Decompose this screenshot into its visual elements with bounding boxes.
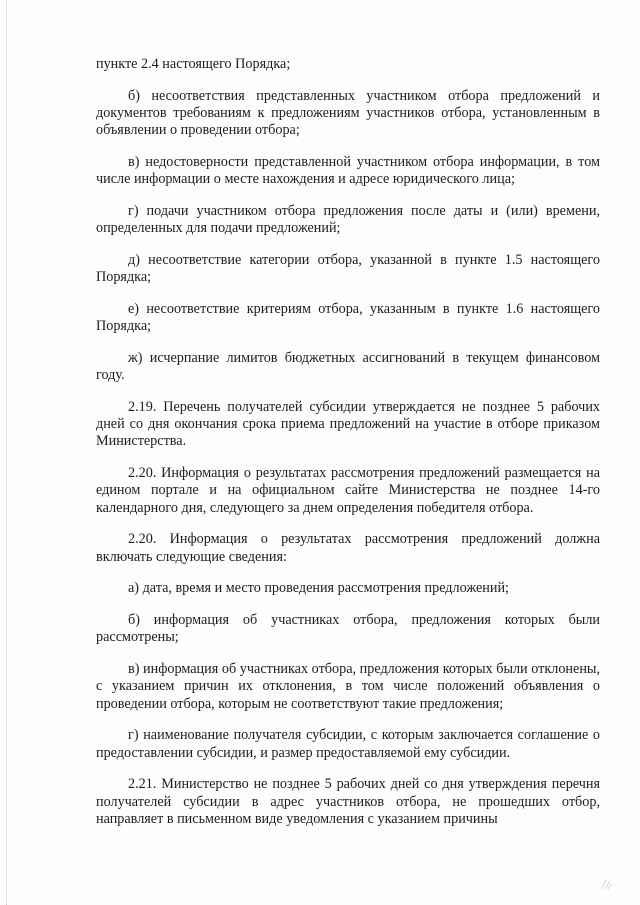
document-body xyxy=(96,56,600,843)
paragraph-2-21: 2.21. Министерство не позднее 5 рабочих дней со дня утверждения перечня получателей субсидии в адрес участников отбора, не прошедших отбор, направляет в письменном виде уведомления с указанием причины xyxy=(96,776,600,827)
scan-edge-line xyxy=(6,0,7,905)
scan-mark-icon xyxy=(600,877,614,891)
paragraph-contents-b: б) информация об участниках отбора, предложения которых были рассмотрены; xyxy=(96,612,600,646)
paragraph-continuation: пункте 2.4 настоящего Порядка; xyxy=(96,56,291,72)
paragraph-item-g: г) подачи участником отбора предложения после даты и (или) времени, определенных для подачи предложений; xyxy=(96,203,600,237)
paragraph-item-b: б) несоответствия представленных участником отбора предложений и документов требованиям к предложениям участников отбора, установленным в объявлении о проведении отбора; xyxy=(96,87,600,139)
paragraph-contents-a: а) дата, время и место проведения рассмотрения предложений; xyxy=(128,580,509,597)
paragraph-2-20-publication: 2.20. Информация о результатах рассмотрения предложений размещается на едином портале и на официальном сайте Министерства не позднее 14-го календарного дня, следующего за днем определения победителя отбора. xyxy=(96,465,600,516)
paragraph-2-20-contents: 2.20. Информация о результатах рассмотрения предложений должна включать следующие сведения: xyxy=(96,531,600,565)
paragraph-item-zh: ж) исчерпание лимитов бюджетных ассигнований в текущем финансовом году. xyxy=(96,350,600,384)
paragraph-2-19: 2.19. Перечень получателей субсидии утверждается не позднее 5 рабочих дней со дня окончания срока приема предложений на участие в отборе приказом Министерства. xyxy=(96,399,600,450)
paragraph-contents-v: в) информация об участниках отбора, предложения которых были отклонены, с указанием причин их отклонения, в том числе положений объявления о проведении отбора, которым не соответствуют такие предложения; xyxy=(96,661,600,712)
paragraph-item-v: в) недостоверности представленной участником отбора информации, в том числе информации о месте нахождения и адресе юридического лица; xyxy=(96,154,600,188)
paragraph-contents-g: г) наименование получателя субсидии, с которым заключается соглашение о предоставлении субсидии, и размер предоставляемой ему субсидии. xyxy=(96,727,600,761)
paragraph-item-d: д) несоответствие категории отбора, указанной в пункте 1.5 настоящего Порядка; xyxy=(96,252,600,286)
paragraph-item-e: е) несоответствие критериям отбора, указанным в пункте 1.6 настоящего Порядка; xyxy=(96,301,600,335)
